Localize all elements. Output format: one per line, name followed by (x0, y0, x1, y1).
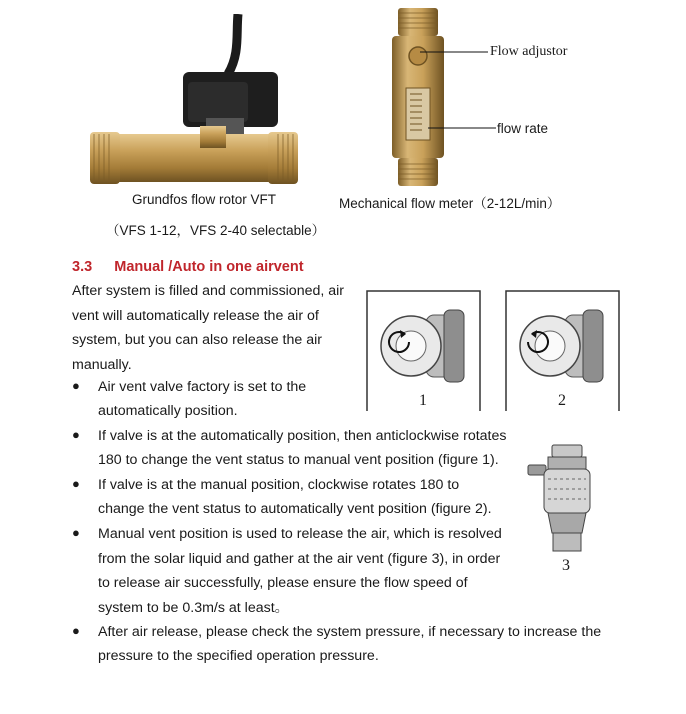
bullet-line: Manual vent position is used to release the air, which is resolved (98, 526, 502, 542)
bullet-line: 180 to change the vent status to manual vent position (figure 1). (98, 452, 499, 468)
bullet-line: If valve is at the manual position, clockwise rotates 180 to (98, 477, 460, 493)
figure-3-label: 3 (562, 557, 570, 574)
intro-line: manually. (72, 356, 132, 373)
bullet-line: automatically position. (98, 403, 238, 419)
figure-1-label: 1 (419, 392, 427, 409)
flow-rotor-photo (88, 14, 300, 190)
flow-meter-caption: Mechanical flow meter（2-12L/min） (339, 196, 561, 211)
bullet-line: change the vent status to automatically vent position (figure 2). (98, 501, 492, 517)
flow-rotor-caption: Grundfos flow rotor VFT (132, 192, 277, 207)
flow-adjustor-callout: Flow adjustor (490, 44, 568, 59)
section-title: Manual /Auto in one airvent (114, 259, 304, 275)
callout-lines (418, 45, 498, 135)
bullet-line: system to be 0.3m/s at least。 (98, 599, 289, 616)
figure-3 (526, 443, 610, 558)
bullet-line: If valve is at the automatically position, then anticlockwise rotates (98, 428, 507, 444)
bullet-line: After air release, please check the system pressure, if necessary to increase the (98, 624, 602, 640)
section-number: 3.3 (72, 259, 93, 275)
bullet-line: Air vent valve factory is set to the (98, 379, 307, 395)
flow-rotor-subcaption: （VFS 1-12，VFS 2-40 selectable） (106, 223, 326, 238)
intro-line: vent will automatically release the air of (72, 307, 319, 324)
anticlockwise-arrow-icon (384, 327, 414, 357)
bullet-icon: ● (72, 623, 80, 638)
bullet-line: pressure to the specified operation pressure. (98, 648, 379, 664)
clockwise-arrow-icon (523, 327, 553, 357)
bullet-icon: ● (72, 525, 80, 540)
bullet-icon: ● (72, 427, 80, 442)
intro-paragraph (72, 279, 344, 377)
bullet-icon: ● (72, 378, 80, 393)
bullet-icon: ● (72, 476, 80, 491)
intro-line: system, but you can also release the air (72, 332, 322, 349)
bullet-line: from the solar liquid and gather at the air vent (figure 3), in order (98, 550, 501, 567)
flow-rate-callout: flow rate (497, 121, 549, 136)
intro-line: After system is filled and commissioned, air (72, 283, 345, 299)
figure-2-label: 2 (558, 392, 566, 409)
section-heading (72, 259, 304, 275)
bullet-line: to release air successfully, please ensure the flow speed of (98, 575, 468, 591)
